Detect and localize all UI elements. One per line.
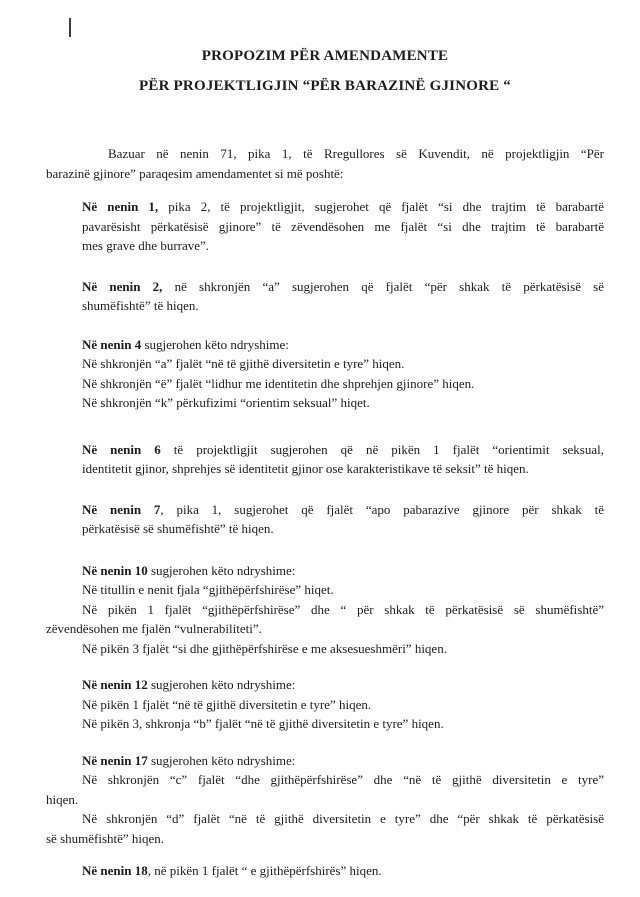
text-line: Në nenin 17 sugjerohen këto ndryshime: — [82, 752, 296, 768]
text-line: së shumëfishtë” hiqen. — [46, 830, 165, 846]
text-line: Në pikën 3 fjalët “si dhe gjithëpërfshirëse e me aksesueshmëri” hiqen. — [82, 640, 447, 656]
text-line: Në nenin 4 sugjerohen këto ndryshime: — [82, 336, 289, 352]
bold-run: Në nenin 2, — [82, 278, 163, 294]
paragraph-neni-1 — [46, 197, 604, 256]
text-line: Bazuar në nenin 71, pika 1, të Rregullores së Kuvendit, në projektligjin “Për — [108, 146, 604, 161]
text-line: Në nenin 12 sugjerohen këto ndryshime: — [82, 677, 296, 692]
paragraph-intro — [46, 144, 604, 183]
text-line: Në nenin 18, në pikën 1 fjalët “ e gjithëpërfshirës” hiqen. — [82, 863, 382, 878]
document-text-area — [46, 0, 604, 881]
bold-run: Në nenin 10 — [82, 562, 148, 578]
text-line: Në shkronjën “ë” fjalët “lidhur me identitetin dhe shprehjen gjinore” hiqen. — [82, 375, 475, 391]
text-line: hiqen. — [46, 791, 79, 807]
bold-run: Në nenin 7 — [82, 501, 161, 517]
bold-run: Në nenin 1, — [82, 199, 159, 214]
text-line: Në nenin 10 sugjerohen këto ndryshime: — [82, 562, 296, 578]
paragraph-neni-17 — [46, 751, 604, 849]
text-line: identitetit gjinor, shprehjes së identitetit gjinor ose karakteristikave të seksit” të hiqen. — [82, 461, 529, 476]
text-line: Në shkronjën “a” fjalët “në të gjithë diversitetin e tyre” hiqen. — [82, 356, 405, 371]
bold-run: Në nenin 12 — [82, 677, 148, 692]
text-line: zëvendësohen me fjalën “vulnerabiliteti”. — [46, 621, 262, 636]
document-body — [46, 144, 604, 881]
text-line: Në shkronjën “d” fjalët “në të gjithë diversitetin e tyre” dhe “për shkak të përkatësisë — [82, 811, 604, 826]
text-line: pavarësisht përkatësisë gjinore” të zëvendësohen me fjalët “si dhe trajtim të barabartë — [82, 218, 604, 234]
text-line: Në nenin 1, pika 2, të projektligjit, sugjerohet që fjalët “si dhe trajtim të barabartë — [82, 199, 605, 214]
paragraph-neni-10 — [46, 561, 604, 659]
paragraph-neni-18 — [46, 861, 604, 881]
text-line: përkatësisë së shumëfishtë” të hiqen. — [82, 521, 274, 536]
document-title-line-1: PROPOZIM PËR AMENDAMENTE — [201, 48, 449, 64]
paragraph-neni-12 — [46, 675, 604, 734]
bold-run: Në nenin 6 — [82, 441, 161, 457]
bold-run: Në nenin 17 — [82, 752, 148, 768]
text-line: Në pikën 1 fjalët “në të gjithë diversitetin e tyre” hiqen. — [82, 696, 372, 712]
text-line: Në titullin e nenit fjala “gjithëpërfshirëse” hiqet. — [82, 582, 334, 597]
text-line: barazinë gjinore” paraqesim amendamentet si më poshtë: — [46, 165, 344, 181]
text-line: shumëfishtë” të hiqen. — [82, 298, 199, 313]
text-line: Në nenin 6 të projektligjit sugjerohen që në pikën 1 fjalët “orientimit seksual, — [82, 441, 604, 457]
paragraph-neni-2 — [46, 277, 604, 316]
text-line: Në pikën 1 fjalët “gjithëpërfshirëse” dhe “ për shkak të përkatësisë së shumëfishtë” — [82, 601, 604, 617]
document-title-line-2: PËR PROJEKTLIGJIN “PËR BARAZINË GJINORE “ — [139, 78, 511, 94]
text-line: Në nenin 2, në shkronjën “a” sugjerohen që fjalët “për shkak të përkatësisë së — [82, 278, 605, 294]
text-line: Në shkronjën “c” fjalët “dhe gjithëpërfshirëse” dhe “në të gjithë diversitetin e tyre” — [82, 772, 604, 787]
text-line: mes grave dhe burrave”. — [82, 238, 210, 253]
paragraph-neni-6 — [46, 440, 604, 479]
text-line: Në nenin 7, pika 1, sugjerohet që fjalët “apo pabarazive gjinore për shkak të — [82, 501, 604, 517]
bold-run: Në nenin 4 — [82, 336, 142, 352]
paragraph-neni-4 — [46, 335, 604, 413]
bold-run: Në nenin 18 — [82, 863, 148, 878]
paragraph-neni-7 — [46, 500, 604, 539]
text-line: Në shkronjën “k” përkufizimi “orientim seksual” hiqet. — [82, 395, 370, 410]
text-line: Në pikën 3, shkronja “b” fjalët “në të gjithë diversitetin e tyre” hiqen. — [82, 716, 444, 731]
